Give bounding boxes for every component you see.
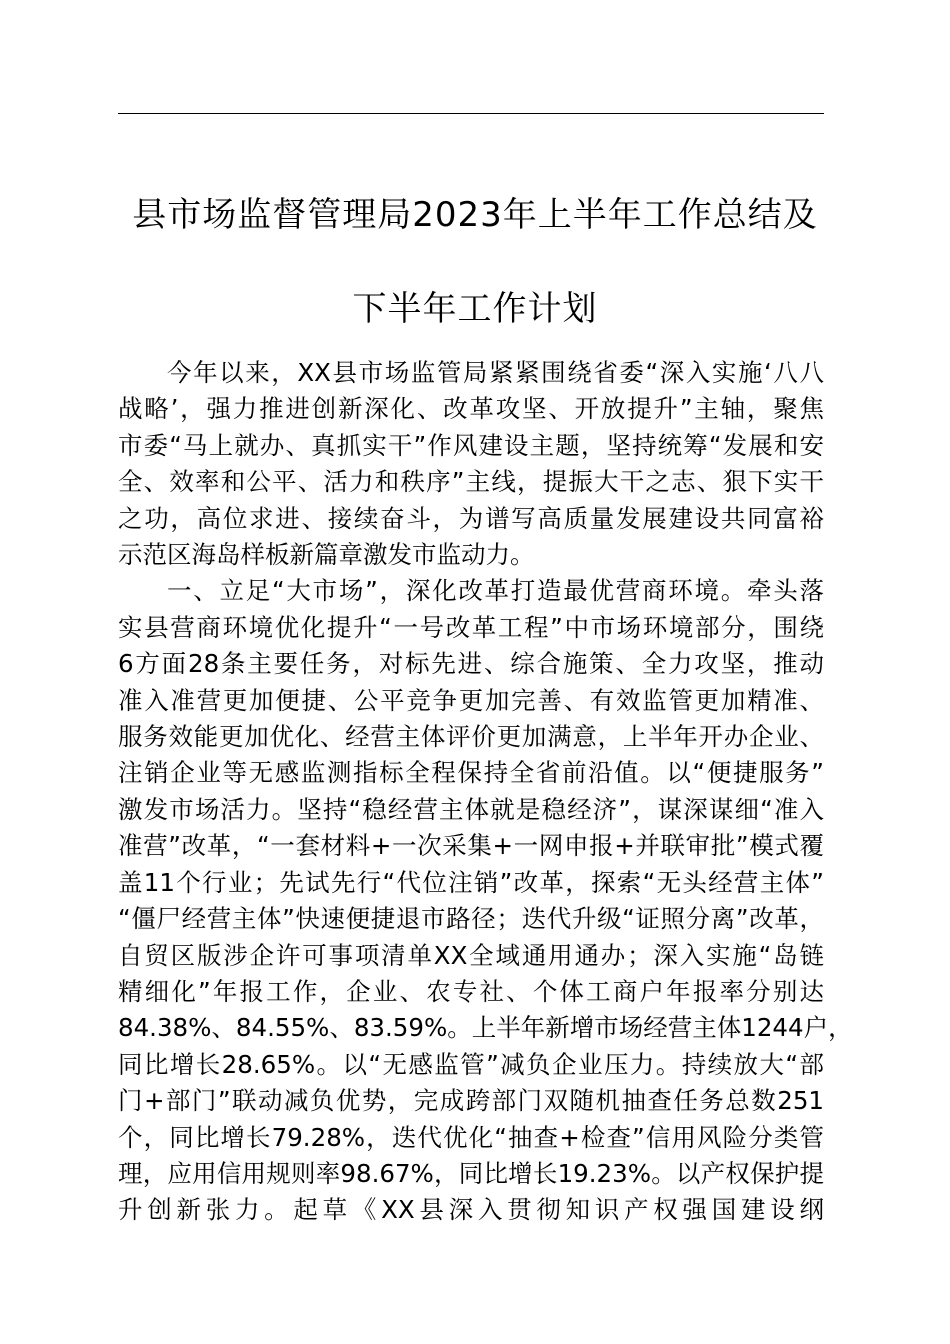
document-title [100, 168, 850, 356]
text-line: 一、立足“大市场”，深化改革打造最优营商环境。牵头落 [167, 576, 824, 606]
paragraph-intro [118, 355, 824, 573]
text-line: 6方面28条主要任务，对标先进、综合施策、全力攻坚，推动 [118, 649, 824, 679]
text-line: 精细化”年报工作，企业、农专社、个体工商户年报率分别达 [118, 976, 824, 1006]
header-rule [118, 113, 824, 114]
text-line: 理，应用信用规则率98.67%，同比增长19.23%。以产权保护提 [118, 1158, 824, 1188]
text-line: 准营”改革，“一套材料+一次采集+一网申报+并联审批”模式覆 [118, 831, 824, 861]
text-line: 实县营商环境优化提升“一号改革工程”中市场环境部分，围绕 [118, 612, 824, 642]
text-line: 准入准营更加便捷、公平竞争更加完善、有效监管更加精准、 [118, 685, 824, 715]
text-line: 激发市场活力。坚持“稳经营主体就是稳经济”，谋深谋细“准入 [118, 794, 824, 824]
text-line: 个，同比增长79.28%，迭代优化“抽查+检查”信用风险分类管 [118, 1122, 824, 1152]
paragraph-section-1 [118, 573, 853, 1228]
text-line: 自贸区版涉企许可事项清单XX全域通用通办；深入实施“岛链 [118, 940, 824, 970]
text-line: 盖11个行业；先试先行“代位注销”改革，探索“无头经营主体” [118, 867, 824, 897]
text-line: 同比增长28.65%。以“无感监管”减负企业压力。持续放大“部 [118, 1049, 824, 1079]
text-line: 市委“马上就办、真抓实干”作风建设主题，坚持统筹“发展和安 [118, 430, 824, 460]
text-line: “僵尸经营主体”快速便捷退市路径；迭代升级“证照分离”改革， [118, 904, 824, 934]
text-line: 之功，高位求进、接续奋斗，为谱写高质量发展建设共同富裕 [118, 503, 824, 533]
text-line: 门+部门”联动减负优势，完成跨部门双随机抽查任务总数251 [118, 1086, 824, 1116]
text-line: 示范区海岛样板新篇章激发市监动力。 [118, 540, 535, 570]
title-line-1: 县市场监督管理局2023年上半年工作总结及 [132, 195, 818, 235]
document-body [118, 355, 853, 1229]
text-line: 升创新张力。起草《XX县深入贯彻知识产权强国建设纲 [118, 1195, 824, 1225]
title-line-2: 下半年工作计划 [352, 289, 598, 329]
text-line: 全、效率和公平、活力和秩序”主线，提振大干之志、狠下实干 [118, 467, 824, 497]
text-line: 今年以来，XX县市场监管局紧紧围绕省委“深入实施‘八八 [167, 358, 824, 387]
text-line: 战略’，强力推进创新深化、改革攻坚、开放提升”主轴，聚焦 [118, 394, 824, 424]
text-line: 84.38%、84.55%、83.59%。上半年新增市场经营主体1244户， [118, 1013, 853, 1043]
text-line: 注销企业等无感监测指标全程保持全省前沿值。以“便捷服务” [118, 758, 824, 788]
text-line: 服务效能更加优化、经营主体评价更加满意，上半年开办企业、 [118, 722, 824, 752]
